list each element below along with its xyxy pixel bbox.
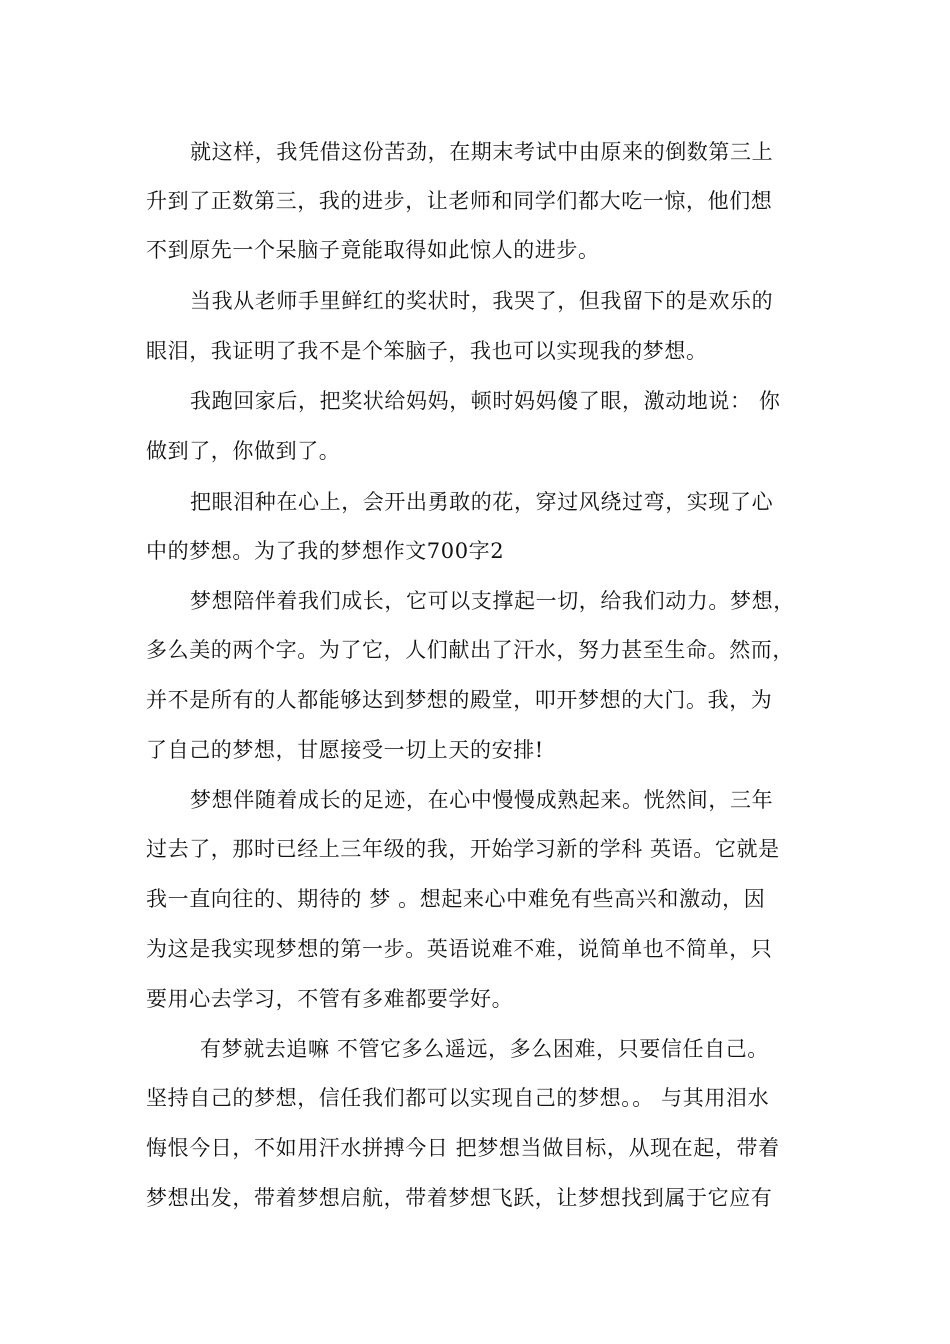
text-line: 多么美的两个字。为了它，人们献出了汗水，努力甚至生命。然而， — [146, 638, 794, 662]
text-line: 就这样，我凭借这份苦劲，在期末考试中由原来的倒数第三上 — [190, 140, 774, 164]
text-line: 梦想伴随着成长的足迹，在心中慢慢成熟起来。恍然间，三年 — [190, 788, 774, 812]
text-line: 做到了，你做到了。 — [146, 439, 341, 463]
text-line: 升到了正数第三，我的进步，让老师和同学们都大吃一惊，他们想 — [146, 189, 773, 213]
text-line: 当我从老师手里鲜红的奖状时，我哭了，但我留下的是欢乐的 — [190, 289, 774, 313]
text-line: 梦想出发，带着梦想启航，带着梦想飞跃，让梦想找到属于它应有 — [146, 1186, 773, 1210]
text-line: 坚持自己的梦想，信任我们都可以实现自己的梦想。。 与其用泪水 — [146, 1086, 770, 1110]
text-line: 我一直向往的、期待的 梦 。想起来心中难免有些高兴和激动，因 — [146, 887, 766, 911]
text-line: 为这是我实现梦想的第一步。英语说难不难，说简单也不简单，只 — [146, 937, 773, 961]
text-line: 梦想陪伴着我们成长，它可以支撑起一切，给我们动力。梦想， — [190, 589, 795, 613]
text-line: 我跑回家后，把奖状给妈妈，顿时妈妈傻了眼，激动地说： 你 — [190, 389, 781, 413]
text-line: 要用心去学习，不管有多难都要学好。 — [146, 987, 514, 1011]
text-line: 过去了，那时已经上三年级的我，开始学习新的学科 英语。它就是 — [146, 837, 780, 861]
text-line: 了自己的梦想，甘愿接受一切上天的安排! — [146, 738, 544, 762]
text-line: 眼泪，我证明了我不是个笨脑子，我也可以实现我的梦想。 — [146, 339, 708, 363]
text-line: 把眼泪种在心上，会开出勇敢的花，穿过风绕过弯，实现了心 — [190, 490, 774, 514]
text-line: 悔恨今日，不如用汗水拼搏今日 把梦想当做目标，从现在起，带着 — [146, 1136, 780, 1160]
text-line: 并不是所有的人都能够达到梦想的殿堂，叩开梦想的大门。我，为 — [146, 688, 773, 712]
text-line: 有梦就去追嘛 不管它多么遥远，多么困难，只要信任自己。 — [200, 1037, 769, 1061]
text-line: 不到原先一个呆脑子竟能取得如此惊人的进步。 — [146, 238, 600, 262]
text-line: 中的梦想。为了我的梦想作文700字2 — [146, 539, 505, 563]
